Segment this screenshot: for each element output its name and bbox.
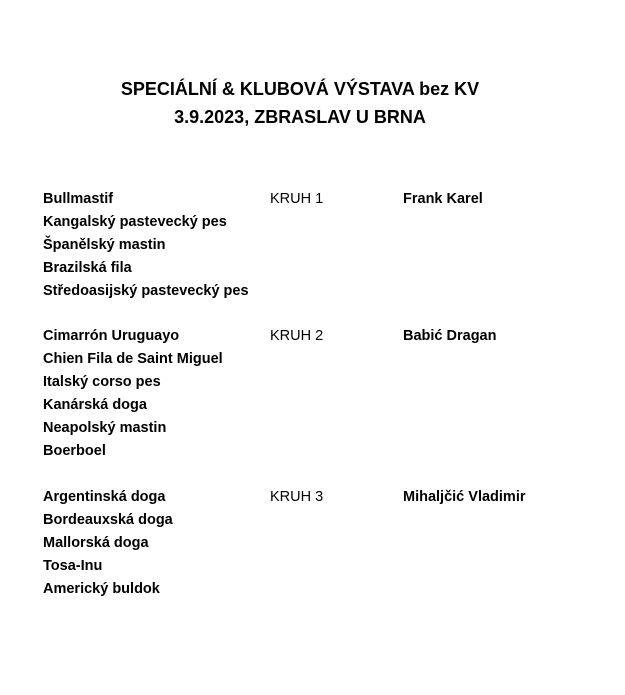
judge-name: Frank Karel <box>403 191 483 207</box>
breed-item: Argentinská doga <box>43 489 166 505</box>
judge-name: Babić Dragan <box>403 328 497 344</box>
breed-item: Italský corso pes <box>43 374 161 390</box>
breed-item: Americký buldok <box>43 581 160 597</box>
breed-list <box>43 188 263 303</box>
document-subtitle-date-place: 3.9.2023, ZBRASLAV U BRNA <box>174 107 426 127</box>
breed-item: Brazilská fila <box>43 260 132 276</box>
ring-label: KRUH 3 <box>270 489 324 505</box>
breed-item: Chien Fila de Saint Miguel <box>43 351 223 367</box>
breed-item: Španělský mastin <box>43 237 166 253</box>
breed-item: Neapolský mastin <box>43 420 167 436</box>
breed-item: Mallorská doga <box>43 535 149 551</box>
ring-label: KRUH 2 <box>270 328 324 344</box>
breed-item: Boerboel <box>43 443 106 459</box>
breed-item: Bordeauxská doga <box>43 512 173 528</box>
breed-item: Bullmastif <box>43 191 114 207</box>
breed-list <box>43 486 263 601</box>
breed-item: Cimarrón Uruguayo <box>43 328 180 344</box>
document-title: SPECIÁLNÍ & KLUBOVÁ VÝSTAVA bez KV <box>120 79 480 99</box>
breed-item: Kanárská doga <box>43 397 147 413</box>
breed-list <box>43 325 263 463</box>
breed-item: Tosa-Inu <box>43 558 103 574</box>
judge-name: Mihaljčić Vladimir <box>403 489 526 505</box>
ring-label: KRUH 1 <box>270 191 324 207</box>
breed-item: Středoasijský pastevecký pes <box>43 283 249 299</box>
breed-item: Kangalský pastevecký pes <box>43 214 227 230</box>
